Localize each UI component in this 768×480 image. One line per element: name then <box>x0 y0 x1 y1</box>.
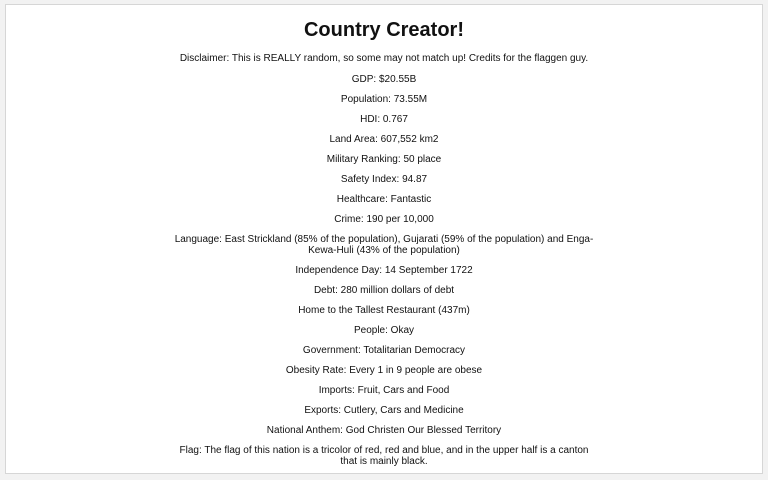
fact-value: Every 1 in 9 people are obese <box>349 365 483 376</box>
fact-value: 50 place <box>403 154 442 165</box>
fact-obesity-rate <box>174 365 594 376</box>
fact-label: GDP: <box>351 74 377 85</box>
fact-label: Exports: <box>304 405 342 416</box>
fact-gdp <box>174 74 594 85</box>
fact-military-ranking <box>174 154 594 165</box>
fact-government <box>174 345 594 356</box>
fact-label: Crime: <box>334 214 364 225</box>
fact-language <box>174 234 594 256</box>
fact-value: Okay <box>390 325 415 336</box>
fact-population <box>174 94 594 105</box>
fact-label: Military Ranking: <box>326 154 401 165</box>
fact-value: 94.87 <box>402 174 428 185</box>
fact-value: Tallest Restaurant (437m) <box>355 305 470 316</box>
fact-value: 73.55M <box>393 94 428 105</box>
fact-value: God Christen Our Blessed Territory <box>345 425 502 436</box>
fact-label: Obesity Rate: <box>285 365 347 376</box>
fact-value: Fruit, Cars and Food <box>357 385 450 396</box>
fact-value: $20.55B <box>378 74 417 85</box>
fact-value: 14 September 1722 <box>384 265 473 276</box>
fact-label: Home to the <box>298 305 353 316</box>
fact-independence-day <box>174 265 594 276</box>
fact-healthcare <box>174 194 594 205</box>
fact-label: Government: <box>302 345 361 356</box>
fact-value: Totalitarian Democracy <box>363 345 466 356</box>
fact-label: National Anthem: <box>266 425 343 436</box>
fact-label: Language: <box>174 234 222 245</box>
fact-value: 607,552 km2 <box>380 134 439 145</box>
fact-hdi <box>174 114 594 125</box>
page-frame <box>5 4 763 474</box>
fact-label: Safety Index: <box>340 174 400 185</box>
fact-label: Land Area: <box>329 134 378 145</box>
fact-label: Healthcare: <box>336 194 388 205</box>
fact-label: Population: <box>340 94 391 105</box>
fact-crime <box>174 214 594 225</box>
fact-home-to <box>174 305 594 316</box>
fact-value: Fantastic <box>390 194 432 205</box>
fact-value: The flag of this nation is a tricolor of red, red and blue, and in the upper half is a canton that is mainly black. <box>204 445 589 467</box>
fact-imports <box>174 385 594 396</box>
fact-national-anthem <box>174 425 594 436</box>
content <box>174 17 594 467</box>
fact-label: Debt: <box>313 285 338 296</box>
disclaimer-text: Disclaimer: This is REALLY random, so some may not match up! Credits for the flaggen guy. <box>179 53 589 64</box>
fact-value: 190 per 10,000 <box>366 214 434 225</box>
fact-value: East Strickland (85% of the population), Gujarati (59% of the population) and Enga-Kewa-Huli (43% of the population) <box>224 234 594 256</box>
fact-label: Imports: <box>318 385 355 396</box>
fact-value: Cutlery, Cars and Medicine <box>343 405 464 416</box>
fact-exports <box>174 405 594 416</box>
fact-safety-index <box>174 174 594 185</box>
fact-value: 0.767 <box>382 114 408 125</box>
page-title: Country Creator! <box>303 19 464 41</box>
fact-people <box>174 325 594 336</box>
fact-flag <box>174 445 594 467</box>
fact-label: HDI: <box>360 114 381 125</box>
fact-debt <box>174 285 594 296</box>
fact-value: 280 million dollars of debt <box>340 285 455 296</box>
fact-label: Flag: <box>179 445 202 456</box>
fact-label: People: <box>353 325 388 336</box>
fact-label: Independence Day: <box>295 265 383 276</box>
fact-land-area <box>174 134 594 145</box>
